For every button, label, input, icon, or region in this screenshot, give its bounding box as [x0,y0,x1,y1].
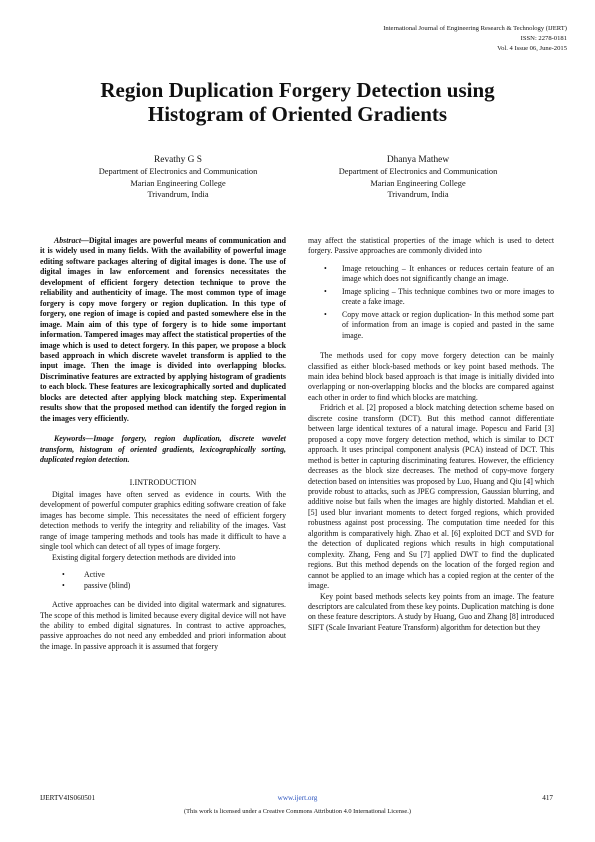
author-place: Trivandrum, India [147,189,209,199]
intro-paragraph-3: Active approaches can be divided into digital watermark and signatures. The scope of this method is limited because every digital device will not have the ability to embed digital signatures. In contrast to active approaches, passive approaches do not need any embedded and priori information about the image. In passive approach it is assumed that forgery [40,600,286,651]
author-place: Trivandrum, India [387,189,449,199]
author-block-2 [308,155,528,200]
intro-paragraph-2: Existing digital forgery detection methods are divided into [52,552,236,562]
passive-types-list [308,264,554,341]
paper-title [40,78,555,126]
list-item: • passive (blind) [84,581,286,591]
methods-list [40,570,286,591]
footer-paper-id: IJERTV4IS060501 [40,794,96,802]
keywords-label: Keywords— [54,434,94,444]
keywords-text: Image forgery, region duplication, discrete wavelet transform, histogram of oriented gradients, lexicographically sorting, duplicated region detection. [40,434,286,465]
website-link[interactable]: www.ijert.org [277,794,318,802]
abstract-text: Digital images are powerful means of communication and it is widely used in many fields. With the availability of powerful image editing software packages altering of digital images is done. The use of digital images in law enforcement and forensics necessitates the development of efficient forgery detection technique to prove the reliability and authenticity of image. The most common type of image forgery is copy move forgery or region duplication. In this type of forgery, one region of image is copied and pasted somewhere else in the image. Main aim of this type of forgery is to hide some important information. Tampered images may affect the statistical properties of the image which is used to detect forgery. In this paper, we propose a block based approach in which discrete wavelet transform is applied to the input image. Then the image is divided into overlapping blocks. Discriminative features are extracted by applying histogram of gradients to each block. These features are lexicographically sorted and duplicated blocks are detected after applying block matching step. Experimental results show that the proposed method can identify the forged region in the images very efficiently. [40,236,286,423]
author-block-1 [68,155,288,200]
right-paragraph-2: The methods used for copy move forgery detection can be mainly classified as either block-based methods or key point based methods. The main idea behind block based approach is that image is initially divided into overlapping or non-overlapping blocks and the blocks are compared against each other in order to find which blocks are matching. [308,351,554,402]
keywords [40,434,286,465]
license-notice: (This work is licensed under a Creative Commons Attribution 4.0 International License.) [184,808,411,815]
list-item: • Image retouching – It enhances or reduces certain feature of an image which does not significantly change an image. [342,264,554,285]
journal-header [383,24,567,55]
author-dept: Department of Electronics and Communication [338,167,498,177]
right-column [308,236,554,633]
author-name: Dhanya Mathew [386,155,450,165]
author-college: Marian Engineering College [130,178,226,188]
journal-volume: Vol. 4 Issue 06, June-2015 [497,45,567,53]
list-item: • Image splicing – This technique combines two or more images to create a fake image. [342,287,554,308]
abstract-label: Abstract— [54,236,89,245]
left-column [40,236,286,652]
right-paragraph-1: may affect the statistical properties of the image which is used to detect forgery. Passive approaches are commonly divided into [308,236,554,256]
intro-heading: I.INTRODUCTION [129,477,197,487]
list-item: • Copy move attack or region duplication- In this method some part of information from an image is copied and pasted in the same image. [342,310,554,341]
author-dept: Department of Electronics and Communication [98,167,258,177]
journal-name: International Journal of Engineering Research & Technology (IJERT) [383,25,567,32]
title-line-1: Region Duplication Forgery Detection using [100,78,495,102]
right-paragraph-4: Key point based methods selects key points from an image. The feature descriptors are calculated from these key points. Duplication matching is done on these feature descriptors. A study by Huang, Guo and Zhang [8] introduced SIFT (Scale Invariant Feature Transform) algorithm for detection but they [308,591,554,632]
page-number: 417 [542,794,553,802]
author-name: Revathy G S [154,155,202,165]
title-line-2: Histogram of Oriented Gradients [147,102,448,126]
intro-paragraph-1: Digital images have often served as evidence in courts. With the development of powerful computer graphics editing software creation of fake images has become simple. This necessitates the need of efficient forgery detection methods to verify the integrity and reliability of the images. Vast range of image tampering methods and tools has made it difficult to have a single tool which can detect of all types of image forgery. [40,489,286,552]
journal-issn: ISSN: 2278-0181 [520,35,567,43]
footer-center [0,794,595,802]
author-college: Marian Engineering College [370,178,466,188]
right-paragraph-3: Fridrich et al. [2] proposed a block matching detection scheme based on discrete cosine transform (DCT). But this method cannot differentiate between large identical textures of a natural image. Popescu and Farid [3] proposed a copy move forgery detection method, which is similar to DCT approach. It uses principal component analysis (PCA) instead of DCT. This method is better in capturing discriminating features. However, the efficiency decreases as the block size decreases. The method of copy-move forgery detection based on intensities was proposed by Luo, Huang and Qiu [4] which provide robust to attacks, such as JPEG compression, Gaussian blurring, and additive noise but fails when the images are highly distorted. Mahdian et el. [5] used blur invariant moments to detect forged regions, which provided robustness against post processing. The computation time needed for this algorithm is comparatively high. Zhao et al. [6] exploited DCT and SVD for the detection of duplicated regions which results in high computational complexity. Zhang, Feng and Su [7] applied DWT to find the duplicated regions. But this method depends on the location of the forged region and cannot be applied to an image which has a copied region at the center of the image. [308,403,554,591]
list-item: • Active [84,570,286,580]
abstract [40,236,286,424]
